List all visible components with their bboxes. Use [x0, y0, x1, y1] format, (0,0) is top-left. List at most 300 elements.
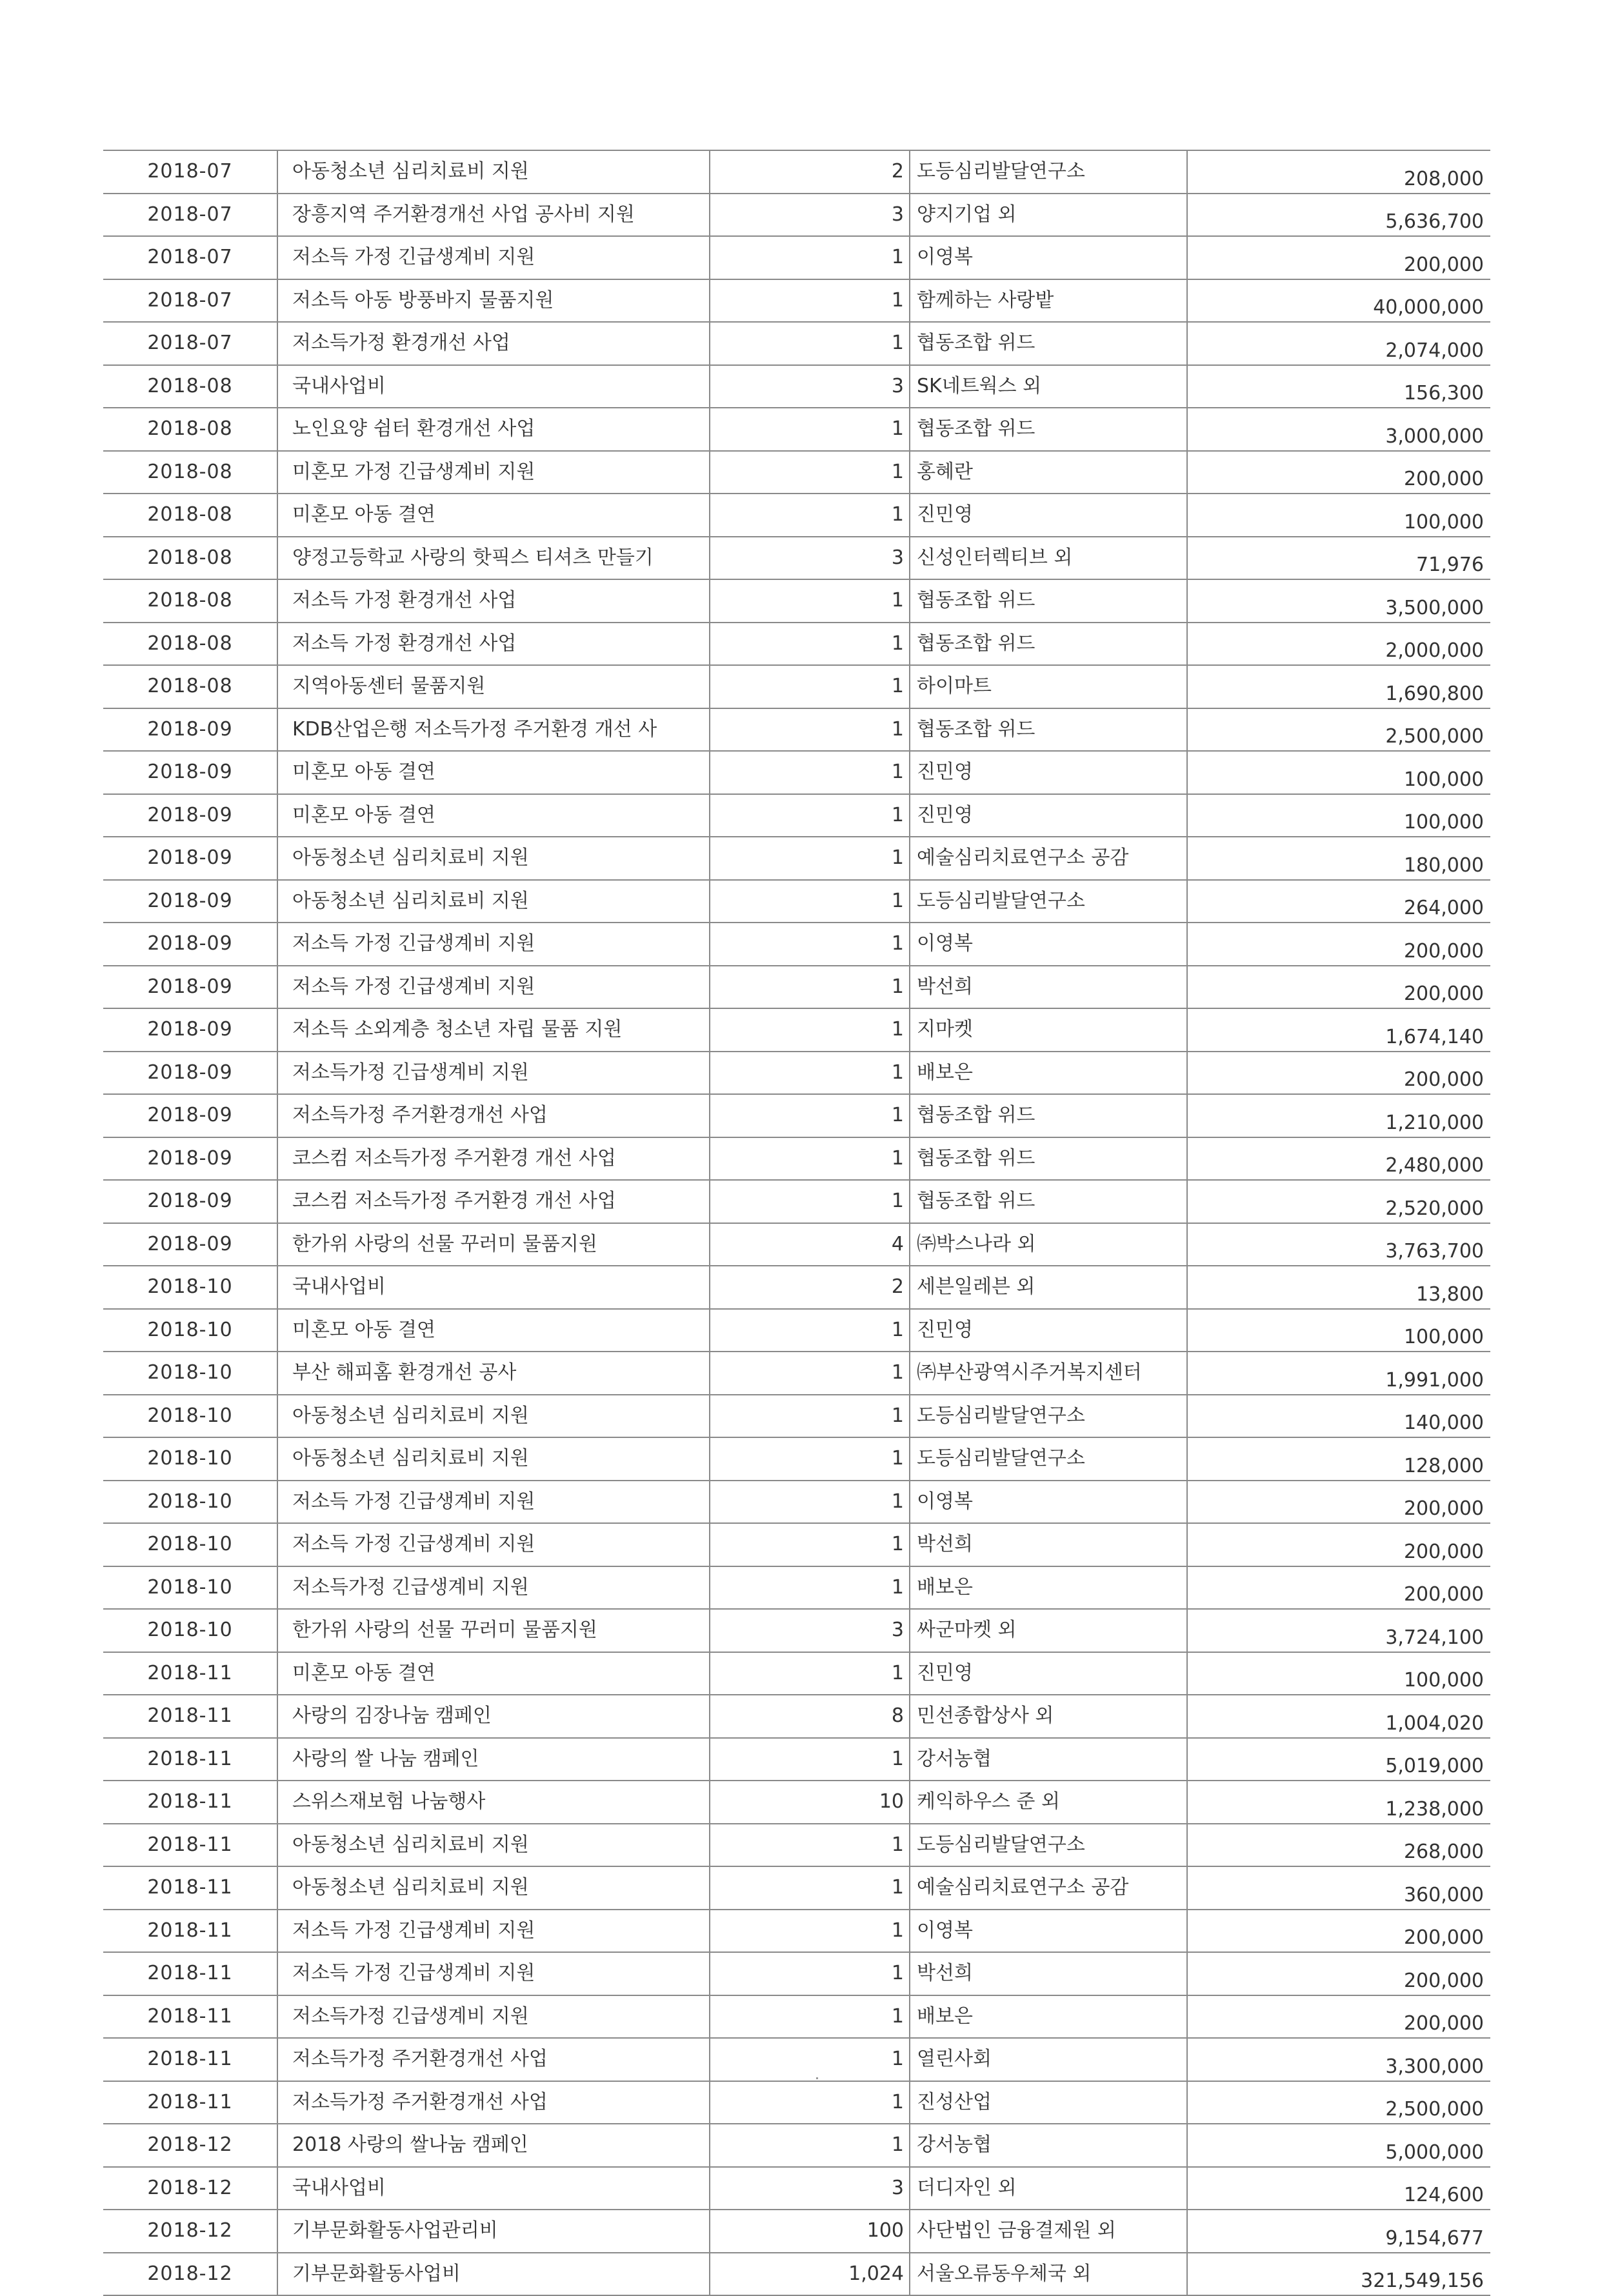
table-row: [103, 1652, 1490, 1695]
table-row: [103, 1952, 1490, 1995]
description-cell: 사랑의 쌀 나눔 캠페인: [277, 1738, 710, 1781]
count-cell: 1: [710, 837, 910, 880]
count-cell: 2: [710, 150, 910, 194]
description-cell: 국내사업비: [277, 2167, 710, 2210]
description-cell: 한가위 사랑의 선물 꾸러미 물품지원: [277, 1609, 710, 1652]
table-row: [103, 1481, 1490, 1524]
table-row: [103, 451, 1490, 494]
amount-cell: 2,480,000: [1187, 1137, 1490, 1181]
count-cell: 1: [710, 1566, 910, 1610]
amount-cell: 5,000,000: [1187, 2124, 1490, 2167]
count-cell: 3: [710, 1609, 910, 1652]
date-cell: 2018-10: [103, 1352, 277, 1395]
table-row: [103, 1437, 1490, 1481]
date-cell: 2018-07: [103, 236, 277, 279]
payee-cell: 협동조합 위드: [910, 1180, 1187, 1223]
payee-cell: 사단법인 금융결제원 외: [910, 2210, 1187, 2253]
amount-cell: 180,000: [1187, 837, 1490, 880]
amount-cell: 200,000: [1187, 236, 1490, 279]
amount-cell: 40,000,000: [1187, 279, 1490, 323]
payee-cell: 박선희: [910, 1523, 1187, 1566]
description-cell: 기부문화활동사업비: [277, 2253, 710, 2296]
amount-cell: 156,300: [1187, 365, 1490, 408]
table-row: [103, 494, 1490, 537]
table-row: [103, 1695, 1490, 1738]
date-cell: 2018-11: [103, 1738, 277, 1781]
count-cell: 1: [710, 2038, 910, 2081]
amount-cell: 200,000: [1187, 1910, 1490, 1953]
description-cell: 저소득 소외계층 청소년 자립 물품 지원: [277, 1008, 710, 1052]
date-cell: 2018-07: [103, 322, 277, 365]
count-cell: 1: [710, 1137, 910, 1181]
amount-cell: 1,991,000: [1187, 1352, 1490, 1395]
date-cell: 2018-09: [103, 1137, 277, 1181]
count-cell: 1: [710, 1309, 910, 1352]
description-cell: 저소득가정 긴급생계비 지원: [277, 1566, 710, 1610]
date-cell: 2018-09: [103, 837, 277, 880]
amount-cell: 3,500,000: [1187, 579, 1490, 623]
amount-cell: 200,000: [1187, 451, 1490, 494]
table-row: [103, 2167, 1490, 2210]
description-cell: 저소득 가정 환경개선 사업: [277, 623, 710, 666]
amount-cell: 1,004,020: [1187, 1695, 1490, 1738]
count-cell: 1: [710, 751, 910, 794]
description-cell: 아동청소년 심리치료비 지원: [277, 1866, 710, 1910]
date-cell: 2018-09: [103, 708, 277, 752]
count-cell: 1: [710, 1995, 910, 2039]
table-row: [103, 751, 1490, 794]
ledger-body: [103, 150, 1490, 2295]
date-cell: 2018-09: [103, 1180, 277, 1223]
amount-cell: 200,000: [1187, 966, 1490, 1009]
amount-cell: 3,300,000: [1187, 2038, 1490, 2081]
description-cell: 아동청소년 심리치료비 지원: [277, 880, 710, 923]
description-cell: 저소득가정 긴급생계비 지원: [277, 1052, 710, 1095]
payee-cell: 도등심리발달연구소: [910, 1437, 1187, 1481]
date-cell: 2018-11: [103, 1695, 277, 1738]
description-cell: 장흥지역 주거환경개선 사업 공사비 지원: [277, 194, 710, 237]
count-cell: 1: [710, 966, 910, 1009]
description-cell: 저소득 아동 방풍바지 물품지원: [277, 279, 710, 323]
payee-cell: 하이마트: [910, 665, 1187, 708]
amount-cell: 2,000,000: [1187, 623, 1490, 666]
date-cell: 2018-08: [103, 365, 277, 408]
description-cell: 저소득가정 주거환경개선 사업: [277, 2081, 710, 2124]
payee-cell: 진민영: [910, 494, 1187, 537]
count-cell: 1: [710, 408, 910, 451]
date-cell: 2018-07: [103, 150, 277, 194]
payee-cell: 이영복: [910, 236, 1187, 279]
date-cell: 2018-11: [103, 1824, 277, 1867]
payee-cell: 도등심리발달연구소: [910, 150, 1187, 194]
table-row: [103, 708, 1490, 752]
table-row: [103, 1566, 1490, 1610]
amount-cell: 100,000: [1187, 1309, 1490, 1352]
table-row: [103, 322, 1490, 365]
table-row: [103, 1609, 1490, 1652]
description-cell: 국내사업비: [277, 1266, 710, 1309]
payee-cell: 이영복: [910, 923, 1187, 966]
date-cell: 2018-10: [103, 1309, 277, 1352]
date-cell: 2018-08: [103, 579, 277, 623]
count-cell: 1: [710, 1652, 910, 1695]
payee-cell: 세븐일레븐 외: [910, 1266, 1187, 1309]
date-cell: 2018-09: [103, 1223, 277, 1266]
date-cell: 2018-08: [103, 623, 277, 666]
payee-cell: 케익하우스 준 외: [910, 1781, 1187, 1824]
description-cell: 미혼모 가정 긴급생계비 지원: [277, 451, 710, 494]
count-cell: 3: [710, 194, 910, 237]
table-row: [103, 2253, 1490, 2296]
table-row: [103, 1052, 1490, 1095]
description-cell: 사랑의 김장나눔 캠페인: [277, 1695, 710, 1738]
date-cell: 2018-07: [103, 194, 277, 237]
description-cell: 아동청소년 심리치료비 지원: [277, 1437, 710, 1481]
count-cell: 1: [710, 1094, 910, 1137]
count-cell: 1: [710, 1180, 910, 1223]
table-row: [103, 1223, 1490, 1266]
payee-cell: 예술심리치료연구소 공감: [910, 837, 1187, 880]
table-row: [103, 2124, 1490, 2167]
payee-cell: 열린사회: [910, 2038, 1187, 2081]
count-cell: 1: [710, 279, 910, 323]
date-cell: 2018-10: [103, 1395, 277, 1438]
description-cell: 아동청소년 심리치료비 지원: [277, 837, 710, 880]
amount-cell: 1,210,000: [1187, 1094, 1490, 1137]
description-cell: 아동청소년 심리치료비 지원: [277, 1824, 710, 1867]
amount-cell: 200,000: [1187, 1952, 1490, 1995]
amount-cell: 100,000: [1187, 751, 1490, 794]
table-row: [103, 194, 1490, 237]
description-cell: 저소득가정 긴급생계비 지원: [277, 1995, 710, 2039]
payee-cell: 협동조합 위드: [910, 1094, 1187, 1137]
date-cell: 2018-08: [103, 494, 277, 537]
payee-cell: 배보은: [910, 1052, 1187, 1095]
date-cell: 2018-10: [103, 1481, 277, 1524]
count-cell: 1: [710, 1824, 910, 1867]
table-row: [103, 966, 1490, 1009]
table-row: [103, 1824, 1490, 1867]
payee-cell: 지마켓: [910, 1008, 1187, 1052]
payee-cell: 진민영: [910, 751, 1187, 794]
payee-cell: 배보은: [910, 1566, 1187, 1610]
count-cell: 1: [710, 1008, 910, 1052]
count-cell: 1: [710, 708, 910, 752]
date-cell: 2018-10: [103, 1523, 277, 1566]
amount-cell: 140,000: [1187, 1395, 1490, 1438]
count-cell: 1: [710, 1352, 910, 1395]
payee-cell: 도등심리발달연구소: [910, 1824, 1187, 1867]
date-cell: 2018-11: [103, 1952, 277, 1995]
description-cell: 2018 사랑의 쌀나눔 캠페인: [277, 2124, 710, 2167]
count-cell: 1: [710, 1481, 910, 1524]
description-cell: 미혼모 아동 결연: [277, 1309, 710, 1352]
payee-cell: 협동조합 위드: [910, 579, 1187, 623]
date-cell: 2018-10: [103, 1437, 277, 1481]
table-row: [103, 1094, 1490, 1137]
amount-cell: 2,500,000: [1187, 2081, 1490, 2124]
count-cell: 4: [710, 1223, 910, 1266]
description-cell: 한가위 사랑의 선물 꾸러미 물품지원: [277, 1223, 710, 1266]
count-cell: 1: [710, 1910, 910, 1953]
amount-cell: 208,000: [1187, 150, 1490, 194]
amount-cell: 321,549,156: [1187, 2253, 1490, 2296]
table-row: [103, 2210, 1490, 2253]
payee-cell: 진민영: [910, 1309, 1187, 1352]
table-row: [103, 279, 1490, 323]
date-cell: 2018-11: [103, 1995, 277, 2039]
date-cell: 2018-11: [103, 2038, 277, 2081]
table-row: [103, 1395, 1490, 1438]
date-cell: 2018-09: [103, 1052, 277, 1095]
amount-cell: 1,238,000: [1187, 1781, 1490, 1824]
table-row: [103, 236, 1490, 279]
description-cell: 저소득가정 주거환경개선 사업: [277, 2038, 710, 2081]
table-row: [103, 623, 1490, 666]
date-cell: 2018-12: [103, 2253, 277, 2296]
payee-cell: 배보은: [910, 1995, 1187, 2039]
expense-ledger-table: [103, 150, 1490, 2296]
table-row: [103, 1523, 1490, 1566]
count-cell: 1: [710, 665, 910, 708]
amount-cell: 1,674,140: [1187, 1008, 1490, 1052]
payee-cell: 이영복: [910, 1481, 1187, 1524]
payee-cell: 도등심리발달연구소: [910, 880, 1187, 923]
description-cell: 아동청소년 심리치료비 지원: [277, 1395, 710, 1438]
payee-cell: SK네트웍스 외: [910, 365, 1187, 408]
table-row: [103, 923, 1490, 966]
amount-cell: 2,500,000: [1187, 708, 1490, 752]
payee-cell: 진성산업: [910, 2081, 1187, 2124]
payee-cell: 협동조합 위드: [910, 1137, 1187, 1181]
table-row: [103, 1995, 1490, 2039]
date-cell: 2018-08: [103, 408, 277, 451]
table-row: [103, 1137, 1490, 1181]
description-cell: 미혼모 아동 결연: [277, 751, 710, 794]
amount-cell: 268,000: [1187, 1824, 1490, 1867]
payee-cell: 홍혜란: [910, 451, 1187, 494]
description-cell: 저소득 가정 긴급생계비 지원: [277, 1910, 710, 1953]
description-cell: 코스컴 저소득가정 주거환경 개선 사업: [277, 1180, 710, 1223]
date-cell: 2018-10: [103, 1609, 277, 1652]
description-cell: 미혼모 아동 결연: [277, 1652, 710, 1695]
description-cell: 스위스재보험 나눔행사: [277, 1781, 710, 1824]
payee-cell: 협동조합 위드: [910, 708, 1187, 752]
table-row: [103, 1309, 1490, 1352]
description-cell: 저소득가정 주거환경개선 사업: [277, 1094, 710, 1137]
table-row: [103, 150, 1490, 194]
scan-speck: [816, 2077, 818, 2079]
count-cell: 1: [710, 1866, 910, 1910]
amount-cell: 360,000: [1187, 1866, 1490, 1910]
table-row: [103, 1266, 1490, 1309]
amount-cell: 13,800: [1187, 1266, 1490, 1309]
amount-cell: 124,600: [1187, 2167, 1490, 2210]
date-cell: 2018-09: [103, 1008, 277, 1052]
payee-cell: 예술심리치료연구소 공감: [910, 1866, 1187, 1910]
amount-cell: 100,000: [1187, 794, 1490, 837]
amount-cell: 2,074,000: [1187, 322, 1490, 365]
count-cell: 1: [710, 2081, 910, 2124]
description-cell: 지역아동센터 물품지원: [277, 665, 710, 708]
date-cell: 2018-09: [103, 1094, 277, 1137]
payee-cell: ㈜박스나라 외: [910, 1223, 1187, 1266]
amount-cell: 200,000: [1187, 1566, 1490, 1610]
amount-cell: 200,000: [1187, 923, 1490, 966]
description-cell: 저소득 가정 긴급생계비 지원: [277, 923, 710, 966]
count-cell: 1: [710, 1395, 910, 1438]
amount-cell: 200,000: [1187, 1481, 1490, 1524]
payee-cell: 협동조합 위드: [910, 408, 1187, 451]
table-row: [103, 665, 1490, 708]
description-cell: 국내사업비: [277, 365, 710, 408]
date-cell: 2018-09: [103, 880, 277, 923]
count-cell: 100: [710, 2210, 910, 2253]
table-row: [103, 1738, 1490, 1781]
amount-cell: 100,000: [1187, 494, 1490, 537]
description-cell: KDB산업은행 저소득가정 주거환경 개선 사: [277, 708, 710, 752]
payee-cell: 더디자인 외: [910, 2167, 1187, 2210]
date-cell: 2018-11: [103, 1652, 277, 1695]
table-row: [103, 408, 1490, 451]
count-cell: 1: [710, 579, 910, 623]
count-cell: 1: [710, 880, 910, 923]
count-cell: 8: [710, 1695, 910, 1738]
table-row: [103, 1866, 1490, 1910]
amount-cell: 100,000: [1187, 1652, 1490, 1695]
date-cell: 2018-08: [103, 537, 277, 580]
description-cell: 노인요양 쉼터 환경개선 사업: [277, 408, 710, 451]
count-cell: 10: [710, 1781, 910, 1824]
payee-cell: 박선희: [910, 966, 1187, 1009]
description-cell: 저소득 가정 긴급생계비 지원: [277, 1952, 710, 1995]
count-cell: 1: [710, 623, 910, 666]
date-cell: 2018-10: [103, 1266, 277, 1309]
payee-cell: 도등심리발달연구소: [910, 1395, 1187, 1438]
count-cell: 1: [710, 1437, 910, 1481]
table-row: [103, 1352, 1490, 1395]
amount-cell: 200,000: [1187, 1523, 1490, 1566]
date-cell: 2018-12: [103, 2124, 277, 2167]
date-cell: 2018-11: [103, 1781, 277, 1824]
count-cell: 3: [710, 2167, 910, 2210]
payee-cell: 신성인터렉티브 외: [910, 537, 1187, 580]
payee-cell: 강서농협: [910, 2124, 1187, 2167]
date-cell: 2018-12: [103, 2210, 277, 2253]
description-cell: 아동청소년 심리치료비 지원: [277, 150, 710, 194]
amount-cell: 3,724,100: [1187, 1609, 1490, 1652]
description-cell: 저소득 가정 긴급생계비 지원: [277, 236, 710, 279]
date-cell: 2018-08: [103, 665, 277, 708]
amount-cell: 5,636,700: [1187, 194, 1490, 237]
count-cell: 1: [710, 1523, 910, 1566]
payee-cell: 서울오류동우체국 외: [910, 2253, 1187, 2296]
count-cell: 2: [710, 1266, 910, 1309]
amount-cell: 200,000: [1187, 1995, 1490, 2039]
description-cell: 코스컴 저소득가정 주거환경 개선 사업: [277, 1137, 710, 1181]
amount-cell: 9,154,677: [1187, 2210, 1490, 2253]
table-row: [103, 794, 1490, 837]
count-cell: 1: [710, 236, 910, 279]
date-cell: 2018-11: [103, 2081, 277, 2124]
amount-cell: 128,000: [1187, 1437, 1490, 1481]
payee-cell: 강서농협: [910, 1738, 1187, 1781]
payee-cell: ㈜부산광역시주거복지센터: [910, 1352, 1187, 1395]
payee-cell: 함께하는 사랑밭: [910, 279, 1187, 323]
date-cell: 2018-08: [103, 451, 277, 494]
count-cell: 1: [710, 923, 910, 966]
count-cell: 1: [710, 494, 910, 537]
payee-cell: 진민영: [910, 794, 1187, 837]
table-row: [103, 365, 1490, 408]
amount-cell: 3,763,700: [1187, 1223, 1490, 1266]
count-cell: 1: [710, 1738, 910, 1781]
date-cell: 2018-10: [103, 1566, 277, 1610]
amount-cell: 71,976: [1187, 537, 1490, 580]
payee-cell: 박선희: [910, 1952, 1187, 1995]
table-row: [103, 537, 1490, 580]
description-cell: 저소득 가정 환경개선 사업: [277, 579, 710, 623]
table-row: [103, 1910, 1490, 1953]
date-cell: 2018-11: [103, 1910, 277, 1953]
payee-cell: 협동조합 위드: [910, 322, 1187, 365]
date-cell: 2018-07: [103, 279, 277, 323]
table-row: [103, 1008, 1490, 1052]
table-row: [103, 1180, 1490, 1223]
table-row: [103, 1781, 1490, 1824]
count-cell: 1: [710, 2124, 910, 2167]
description-cell: 저소득 가정 긴급생계비 지원: [277, 1523, 710, 1566]
amount-cell: 5,019,000: [1187, 1738, 1490, 1781]
payee-cell: 협동조합 위드: [910, 623, 1187, 666]
payee-cell: 진민영: [910, 1652, 1187, 1695]
table-row: [103, 579, 1490, 623]
amount-cell: 264,000: [1187, 880, 1490, 923]
count-cell: 1: [710, 1052, 910, 1095]
date-cell: 2018-09: [103, 923, 277, 966]
count-cell: 1,024: [710, 2253, 910, 2296]
count-cell: 1: [710, 794, 910, 837]
count-cell: 3: [710, 365, 910, 408]
description-cell: 저소득 가정 긴급생계비 지원: [277, 1481, 710, 1524]
description-cell: 저소득 가정 긴급생계비 지원: [277, 966, 710, 1009]
count-cell: 3: [710, 537, 910, 580]
amount-cell: 3,000,000: [1187, 408, 1490, 451]
date-cell: 2018-09: [103, 966, 277, 1009]
payee-cell: 싸군마켓 외: [910, 1609, 1187, 1652]
count-cell: 1: [710, 1952, 910, 1995]
date-cell: 2018-09: [103, 794, 277, 837]
payee-cell: 양지기업 외: [910, 194, 1187, 237]
description-cell: 부산 해피홈 환경개선 공사: [277, 1352, 710, 1395]
count-cell: 1: [710, 451, 910, 494]
date-cell: 2018-12: [103, 2167, 277, 2210]
table-row: [103, 837, 1490, 880]
date-cell: 2018-09: [103, 751, 277, 794]
description-cell: 기부문화활동사업관리비: [277, 2210, 710, 2253]
table-row: [103, 880, 1490, 923]
description-cell: 저소득가정 환경개선 사업: [277, 322, 710, 365]
table-row: [103, 2038, 1490, 2081]
amount-cell: 200,000: [1187, 1052, 1490, 1095]
amount-cell: 2,520,000: [1187, 1180, 1490, 1223]
description-cell: 미혼모 아동 결연: [277, 494, 710, 537]
payee-cell: 이영복: [910, 1910, 1187, 1953]
count-cell: 1: [710, 322, 910, 365]
amount-cell: 1,690,800: [1187, 665, 1490, 708]
payee-cell: 민선종합상사 외: [910, 1695, 1187, 1738]
table-row: [103, 2081, 1490, 2124]
